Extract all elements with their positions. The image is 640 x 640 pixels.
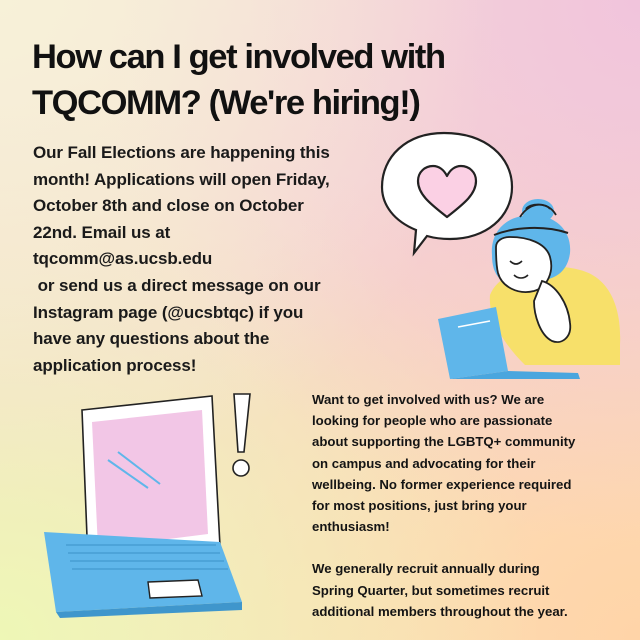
side-line: on campus and advocating for their — [312, 455, 536, 471]
intro-line: application process! — [33, 355, 197, 375]
intro-line: or send us a direct message on our — [33, 275, 321, 295]
side-line: additional members throughout the year. — [312, 603, 568, 619]
email-text: tqcomm@as.ucsb.edu — [33, 249, 213, 269]
paragraph-gap — [312, 537, 612, 558]
side-line: Spring Quarter, but sometimes recruit — [312, 582, 550, 598]
page-title — [32, 34, 592, 126]
intro-line: have any questions about the — [33, 329, 270, 349]
title-line-1: How can I get involved with — [32, 38, 445, 76]
intro-line: 22nd. Email us at — [33, 222, 171, 242]
side-text — [312, 389, 612, 622]
intro-line: month! Applications will open Friday, — [33, 169, 330, 189]
side-line: wellbeing. No former experience required — [312, 476, 572, 492]
title-line-2: TQCOMM? (We're hiring!) — [32, 84, 420, 122]
instagram-handle-text: Instagram page (@ucsbtqc) if you — [33, 302, 304, 322]
side-line: for most positions, just bring your — [312, 498, 527, 514]
side-paragraph-2 — [312, 558, 612, 622]
intro-line: Our Fall Elections are happening this — [33, 143, 330, 162]
intro-line: October 8th and close on October — [33, 196, 304, 216]
person-with-laptop-illustration — [430, 195, 630, 380]
side-line: about supporting the LGBTQ+ community — [312, 434, 576, 450]
side-line: We generally recruit annually during — [312, 561, 540, 577]
exclamation-mark-icon — [220, 390, 260, 485]
laptop-illustration — [30, 390, 250, 620]
side-line: looking for people who are passionate — [312, 413, 553, 429]
intro-text — [33, 140, 378, 379]
side-line: Want to get involved with us? We are — [312, 392, 545, 407]
side-paragraph-1 — [312, 389, 612, 537]
side-line: enthusiasm! — [312, 519, 390, 535]
